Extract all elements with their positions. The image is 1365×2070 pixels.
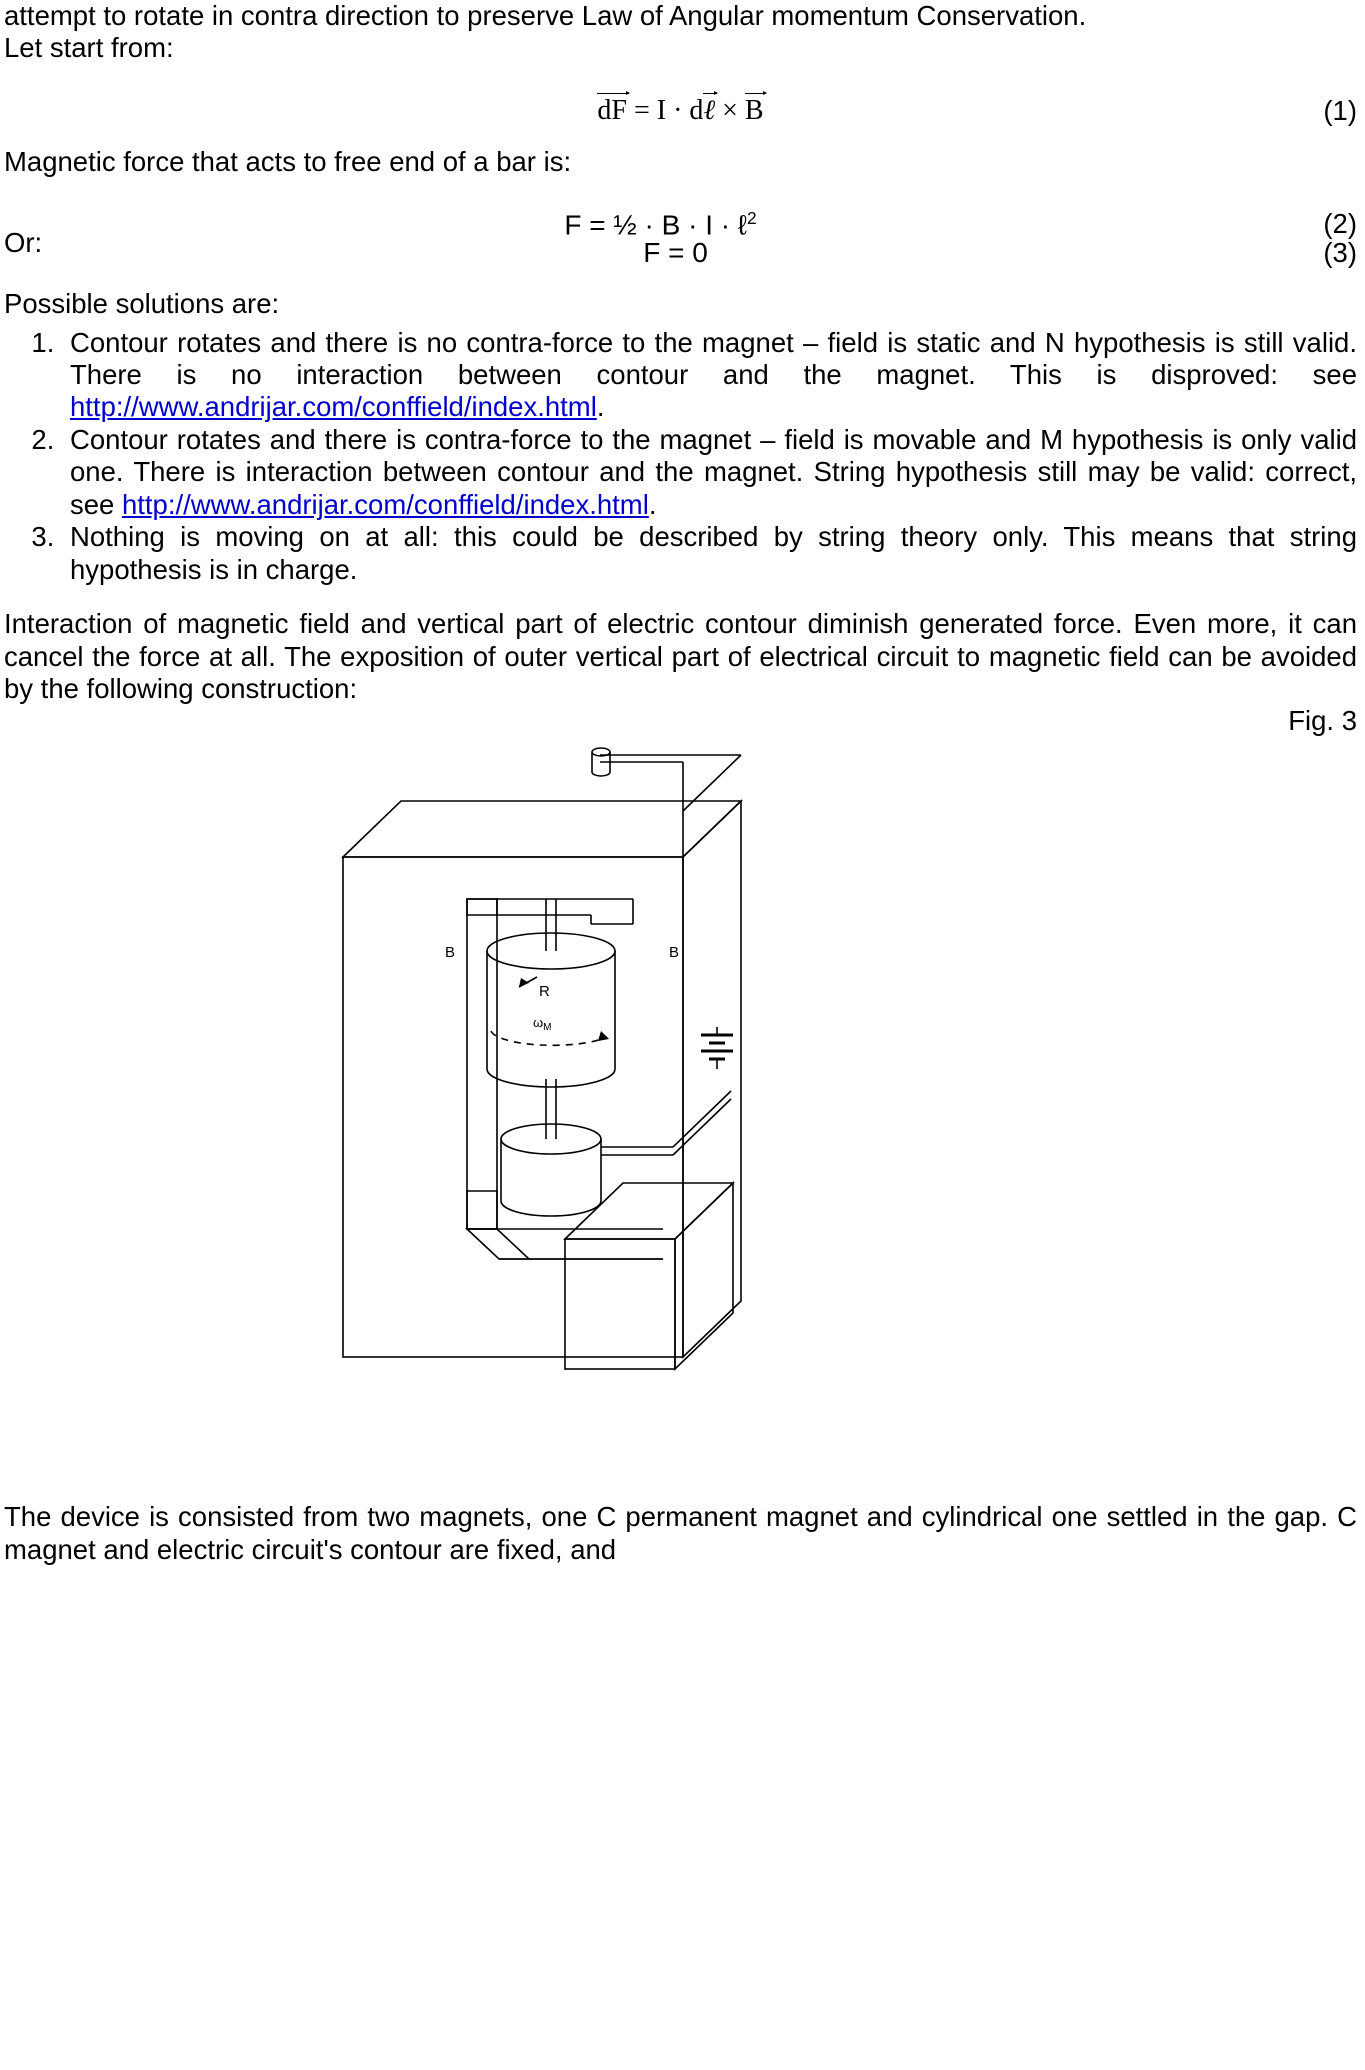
bottom-paragraph: The device is consisted from two magnets, one C permanent magnet and cylindrical one settled in the gap. C magnet and electric circuit's contour are fixed, and: [4, 1501, 1357, 1565]
equation-3-row: [4, 237, 1357, 269]
list-item: [62, 327, 1357, 424]
solution-2-text-after: .: [648, 488, 657, 520]
label-b-left: B: [444, 944, 455, 962]
label-r: R: [538, 983, 550, 1001]
equation-1-number: (1): [1323, 94, 1357, 126]
interaction-paragraph: Interaction of magnetic field and vertical part of electric contour diminish generated force. Even more, it can cancel the force at all. The exposition of outer vertical part of electrical circuit to magnetic field can be avoided by the following construction:: [4, 608, 1357, 704]
list-item: [62, 424, 1357, 521]
solutions-list: [4, 327, 1357, 587]
equation-2: F = ½ · B · I · ℓ$^2$: [564, 208, 757, 241]
equation-3-number: (3): [1323, 237, 1357, 269]
let-start-line: Let start from:: [4, 32, 174, 64]
solution-1-text-after: .: [596, 391, 605, 423]
label-b-right: B: [668, 944, 679, 962]
equation-2-number: (2): [1323, 208, 1357, 240]
equation-1: dF = I · d ℓ × B: [597, 94, 764, 126]
possible-solutions-line: Possible solutions are:: [4, 288, 280, 320]
solution-1-text-before: Contour rotates and there is no contra-force to the magnet – field is static and N hypothesis is still valid. There is no interaction between contour and the magnet. This is disproved: see: [70, 326, 1357, 391]
equation-1-row: [4, 94, 1357, 126]
apparatus-diagram: [333, 739, 1033, 1479]
solution-1-link[interactable]: http://www.andrijar.com/conffield/index.html: [70, 391, 597, 423]
solution-3-text: Nothing is moving on at all: this could be described by string theory only. This means that string hypothesis is in charge.: [70, 521, 1357, 585]
equation-2-row: [4, 208, 1357, 241]
list-item: [62, 521, 1357, 586]
solution-2-link[interactable]: http://www.andrijar.com/conffield/index.html: [121, 488, 649, 520]
figure-3: [0, 739, 1365, 1479]
equation-3: F = 0: [643, 237, 708, 269]
magnetic-force-line: Magnetic force that acts to free end of a bar is:: [4, 145, 572, 177]
or-line: Or:: [4, 226, 43, 258]
figure-label: Fig. 3: [1288, 705, 1357, 737]
label-omega-m: $\omega_M$: [532, 1015, 551, 1034]
top-paragraph: attempt to rotate in contra direction to preserve Law of Angular momentum Conservation.: [4, 0, 1087, 31]
solution-2-text-before: Contour rotates and there is contra-force to the magnet – field is movable and M hypothesis is only valid one. There is interaction between contour and the magnet. String hypothesis still may be valid: correct, see: [70, 423, 1357, 520]
